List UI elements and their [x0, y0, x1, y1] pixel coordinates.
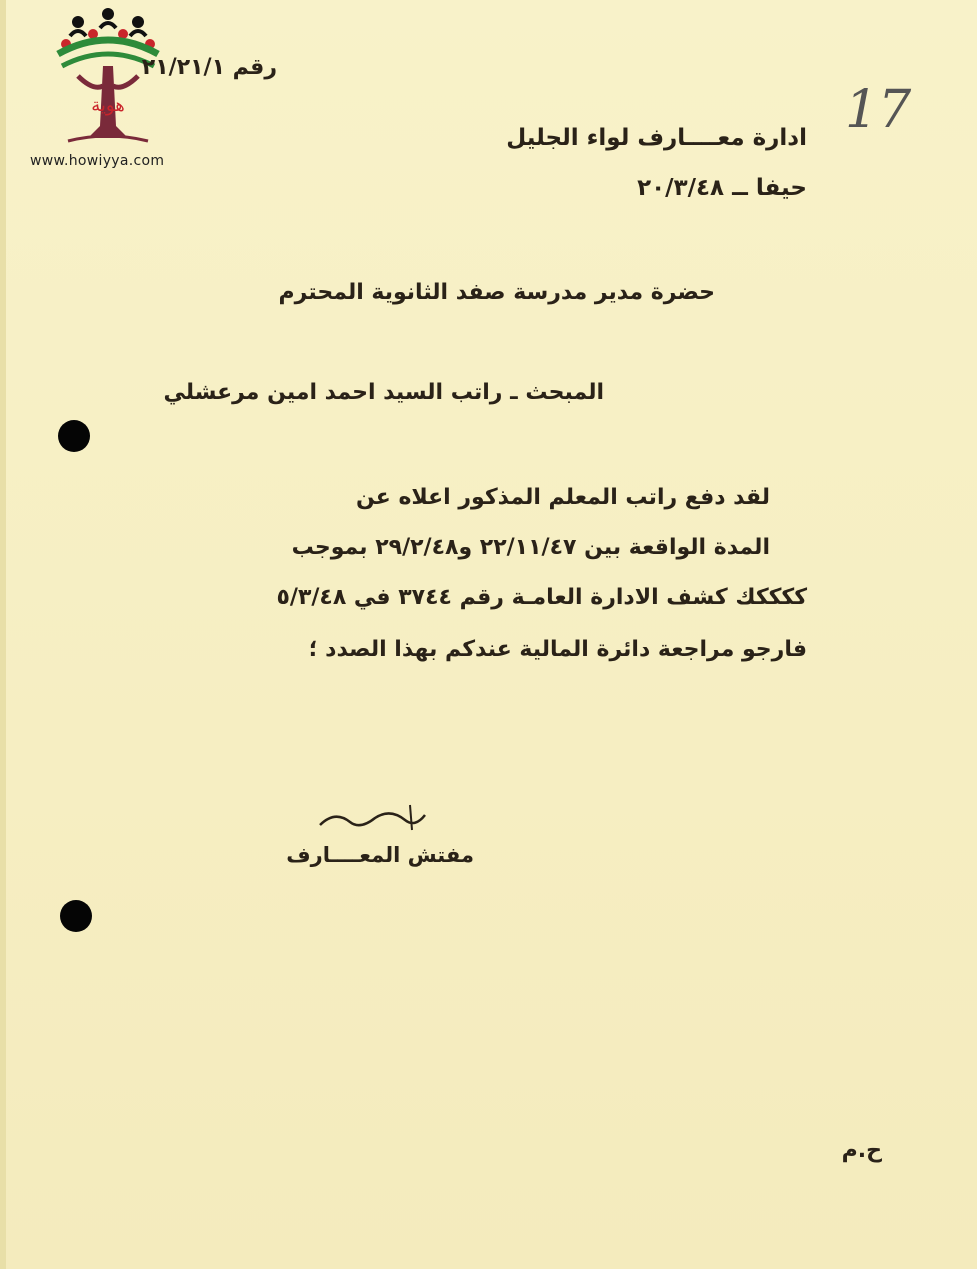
body-line-3: ككككك كشف الادارة العامـة رقم ٣٧٤٤ في ٥/٣/٤٨: [276, 585, 807, 610]
reference-number: رقم ٢١/٢١/١: [141, 55, 277, 80]
punch-hole: [58, 420, 90, 452]
typist-initials: ح.م: [841, 1138, 882, 1163]
body-line-2: المدة الواقعة بين ٢٢/١١/٤٧ و٢٩/٢/٤٨ بموجب: [291, 535, 770, 560]
body-line-1: لقد دفع راتب المعلم المذكور اعلاه عن: [355, 485, 770, 510]
signature-title: مفتش المعــــارف: [286, 843, 474, 867]
place-date: حيفا ــ ٢٠/٣/٤٨: [637, 175, 807, 201]
watermark-url: www.howiyya.com: [30, 153, 165, 169]
punch-hole: [60, 900, 92, 932]
paper-edge: [0, 0, 6, 1269]
handwritten-signature: [300, 800, 440, 845]
subject-line: المبحث ـ راتب السيد احمد امين مرعشلي: [163, 380, 604, 405]
howiyya-logo: [48, 6, 168, 156]
logo-text: هوية: [91, 95, 125, 116]
page-number: 17: [845, 80, 912, 140]
addressee: حضرة مدير مدرسة صفد الثانوية المحترم: [278, 280, 715, 305]
office-title: ادارة معــــارف لواء الجليل: [506, 125, 807, 151]
body-line-4: فارجو مراجعة دائرة المالية عندكم بهذا الصدد ؛: [308, 637, 807, 662]
